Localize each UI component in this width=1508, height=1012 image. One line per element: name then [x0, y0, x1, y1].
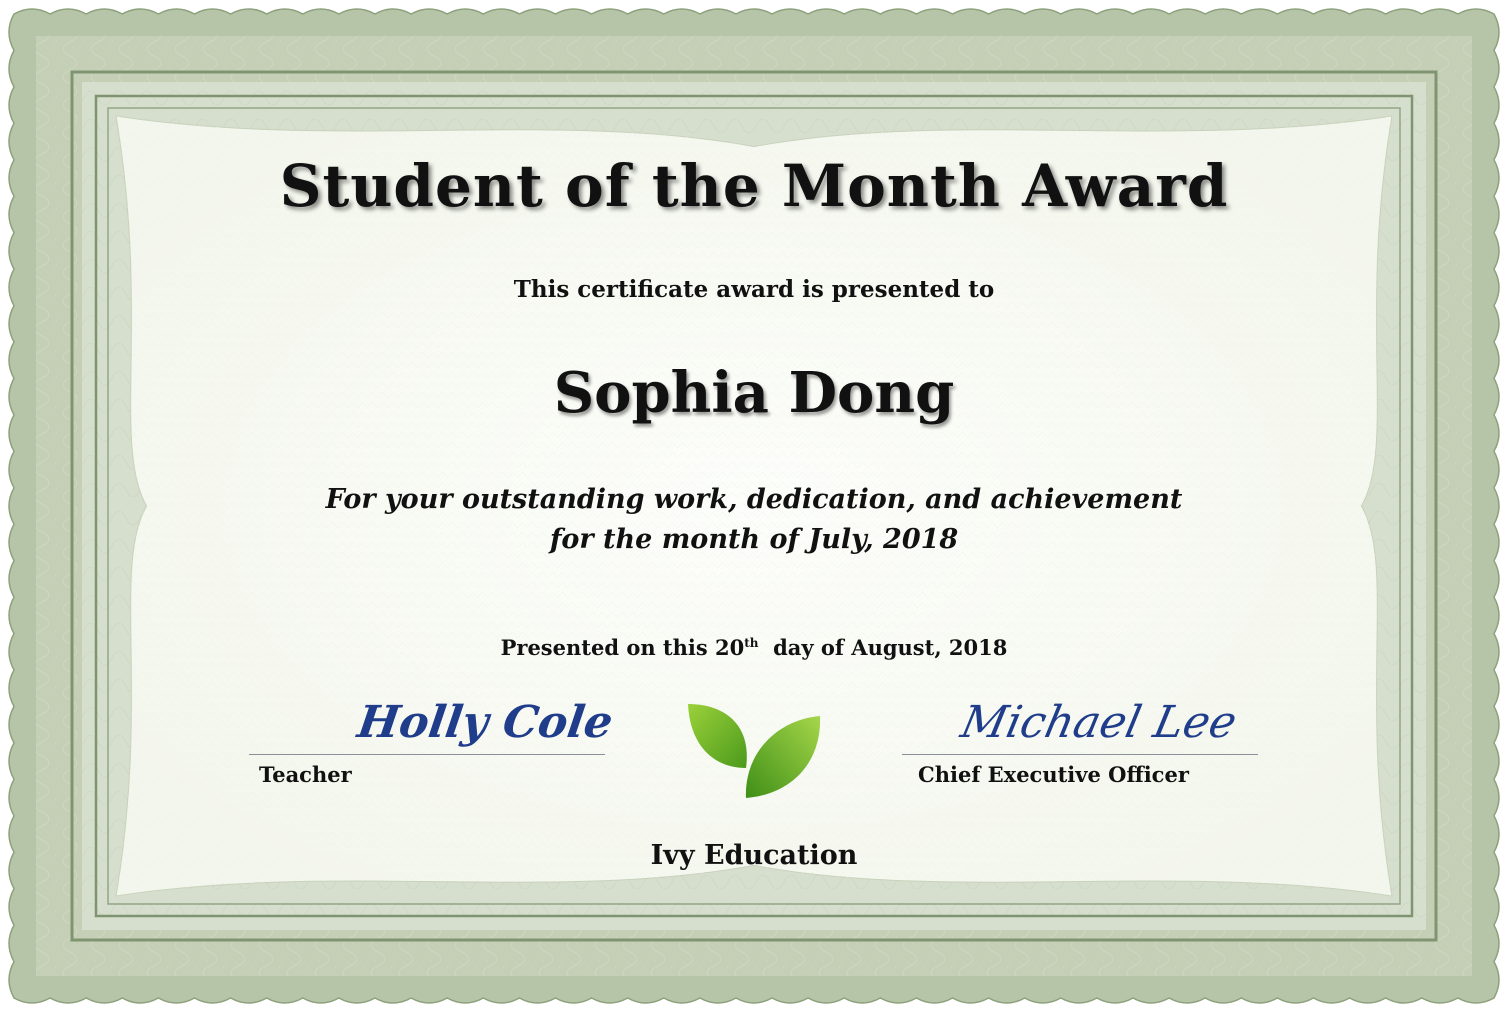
reason-line-2: for the month of July, 2018	[549, 524, 959, 555]
organization-name: Ivy Education	[650, 840, 858, 871]
reason-line-1: For your outstanding work, dedication, and achievement	[325, 484, 1183, 515]
right-signer-role: Chief Executive Officer	[918, 762, 1189, 787]
left-signature: Holly Cole	[354, 697, 616, 748]
right-signature: Michael Lee	[956, 697, 1242, 748]
certificate-title: Student of the Month Award	[279, 152, 1229, 220]
left-signature-line	[249, 754, 605, 755]
presented-on-date	[0, 635, 1508, 660]
presented-to-text: This certificate award is presented to	[513, 276, 995, 303]
leaf-logo-icon	[684, 702, 826, 800]
presented-on-rest: day of August, 2018	[758, 635, 1008, 660]
right-signature-line	[902, 754, 1258, 755]
recipient-name: Sophia Dong	[553, 360, 955, 426]
presented-on-prefix: Presented on this 20	[500, 635, 745, 660]
presented-on-ordinal: th	[744, 636, 759, 650]
award-reason	[0, 480, 1508, 560]
left-signer-role: Teacher	[259, 762, 352, 787]
